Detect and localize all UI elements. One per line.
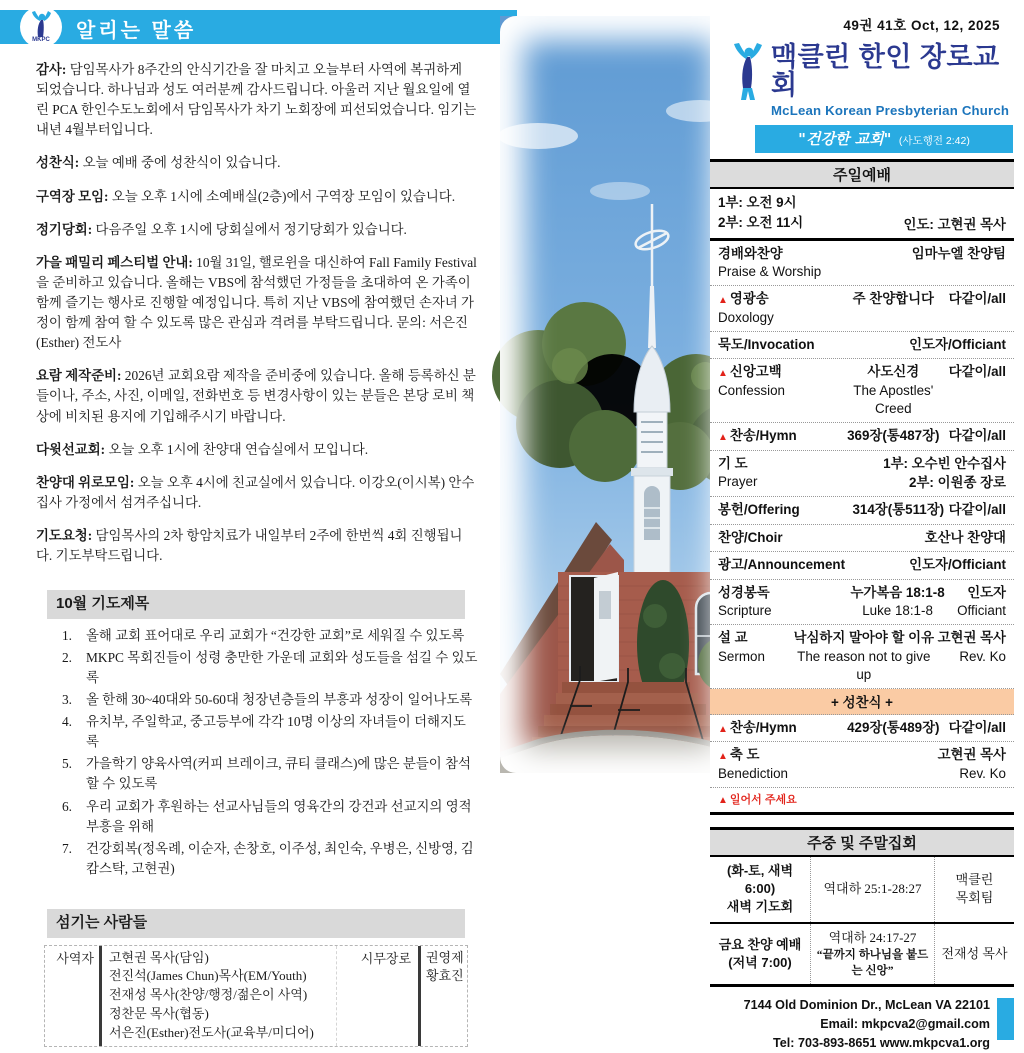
service-times [718, 193, 803, 233]
announcement-text: 2026년 교회요람 제작을 준비중에 있습니다. 올해 등록하신 분들이나, 주소, 사진, 이메일, 전화번호 등 변경사항이 있는 분들은 본당 로비 책상에 비치된 용지에 기입해주시기 바랍니다. [36, 368, 476, 424]
announcement [36, 526, 478, 566]
order-detail-en: The Apostles' Creed [853, 382, 934, 416]
stand-marker-icon: ▲ [718, 795, 728, 807]
announcement-label: 찬양대 위로모임: [36, 474, 135, 490]
stand-marker-icon: ▲ [718, 723, 728, 735]
order-person: 다같이/all [948, 364, 1006, 380]
order-person: 다같이/all [948, 502, 1006, 518]
prayer-item-number: 7. [61, 840, 72, 856]
announcement-text: 오늘 오후 4시에 친교실에서 있습니다. 이강오(이시복) 안수집사 가정에서 섬겨주십니다. [36, 474, 475, 510]
slogan-banner [755, 125, 1013, 153]
order-item: 찬송/Hymn [729, 719, 797, 735]
worship-table-title: 주일예배 [710, 159, 1014, 189]
prayer-item-text: 올 한해 30~40대와 50-60대 청장년층들의 부흥과 성장이 일어나도록 [86, 692, 473, 708]
minister: 전재성 목사(찬양/행정/젊은이 사역) [109, 987, 308, 1003]
order-item: 축 도 [729, 747, 760, 763]
stand-marker-icon: ▲ [718, 432, 728, 444]
prayer-item-text: 우리 교회가 후원하는 선교사님들의 영육간의 강건과 선교지의 영적 부흥을 위해 [86, 798, 472, 834]
prayer-list [52, 626, 478, 879]
worship-row [710, 241, 1014, 287]
worship-row [710, 715, 1014, 743]
prayer-item-number: 4. [61, 714, 72, 730]
address-block [710, 996, 1014, 1053]
order-item: 설 교 [718, 630, 748, 646]
worship-row [710, 552, 1014, 579]
meeting-leader: 맥클린 목회팀 [934, 857, 1014, 922]
order-item: 경배와찬양 [718, 245, 783, 261]
announcement [36, 253, 478, 354]
announcement [36, 60, 478, 140]
service-leader: 인도: 고현권 목사 [903, 216, 1006, 232]
raised-arms-person-icon [24, 10, 58, 44]
announcement-text: 담임목사가 8주간의 안식기간을 잘 마치고 오늘부터 사역에 복귀하게 되었습니다. 하나님과 성도 여러분께 감사드립니다. 아울러 지난 월요일에 열린 PCA 한인수도노회에서 담임목사가 차기 노회장에 피선되었습니다. 임기는 내년 4월부터입니다. [36, 62, 477, 138]
worship-row [710, 423, 1014, 451]
servants-role-elders: 시무장로 [336, 946, 418, 1046]
church-name-english: McLean Korean Presbyterian Church [771, 102, 1010, 118]
announcement-label: 정기당회: [36, 221, 93, 237]
stand-note-text: 일어서 주세요 [729, 794, 797, 807]
order-item: 묵도/Invocation [718, 337, 815, 353]
weekday-row [710, 924, 1014, 984]
prayer-item [52, 648, 478, 688]
order-detail: 369장(통487장) [847, 428, 940, 444]
announcement-label: 성찬식: [36, 155, 80, 171]
email-address: Email: mkpcva2@gmail.com [820, 1016, 990, 1031]
stand-marker-icon: ▲ [718, 368, 728, 380]
servants-role-ministers: 사역자 [56, 950, 94, 966]
blue-accent-square [997, 998, 1014, 1040]
website-url: www.mkpcva1.org [879, 1035, 990, 1050]
church-photo [500, 16, 737, 773]
order-item-en: Prayer [718, 474, 758, 490]
order-item: 영광송 [729, 291, 769, 307]
order-item: 기 도 [718, 455, 748, 471]
prayer-item-number: 1. [61, 627, 72, 643]
announcement-text: 오늘 오후 1시에 소예배실(2층)에서 구역장 모임이 있습니다. [108, 188, 456, 204]
order-person: 다같이/all [948, 428, 1006, 444]
worship-times-row [710, 189, 1014, 241]
order-person: 1부: 오수빈 안수집사 [883, 455, 1006, 471]
worship-row [710, 625, 1014, 689]
order-person: 호산나 찬양대 [924, 529, 1006, 545]
order-detail: 누가복음 18:1-8 [850, 584, 945, 600]
order-person-2: Rev. Ko [959, 648, 1006, 664]
meeting-scripture: 역대하 25:1-28:27 [810, 857, 934, 922]
meeting-name: 금요 찬양 예배 (저녁 7:00) [718, 936, 802, 970]
prayer-item [52, 712, 478, 752]
order-item-en: Confession [718, 382, 785, 398]
order-detail: 사도신경 [867, 364, 920, 380]
worship-row [710, 497, 1014, 524]
announcement [36, 366, 478, 426]
meeting-name: (화-토, 새벽 6:00) 새벽 기도회 [726, 863, 794, 915]
announcements-column [36, 60, 478, 1047]
order-detail: 429장(통489장) [847, 719, 940, 735]
phone-number: Tel: 703-893-8651 [772, 1035, 880, 1050]
prayer-item-text: 가을학기 양육사역(커피 브레이크, 큐티 클래스)에 많은 분들이 참석할 수 있도록 [86, 756, 471, 792]
prayer-item-number: 3. [61, 692, 72, 708]
prayer-item-number: 5. [61, 756, 72, 772]
mkpc-logo-icon [20, 6, 62, 48]
prayer-section-title: 10월 기도제목 [47, 590, 465, 619]
stand-marker-icon: ▲ [718, 751, 728, 763]
service-time-2: 2부: 오전 11시 [718, 214, 804, 230]
worship-row [710, 580, 1014, 626]
issue-date: 49권 41호 Oct, 12, 2025 [843, 18, 1000, 33]
announcement [36, 440, 478, 460]
announcement [36, 187, 478, 207]
church-illustration [500, 16, 737, 773]
minister: 전진석(James Chun)목사(EM/Youth) [109, 968, 307, 984]
church-logo-icon [726, 43, 768, 101]
announcement-label: 구역장 모임: [36, 188, 109, 204]
street-address: 7144 Old Dominion Dr., McLean VA 22101 [743, 997, 990, 1012]
announcement [36, 473, 478, 513]
elder: 황효진 [426, 968, 464, 984]
worship-row [710, 742, 1014, 788]
order-item: 신앙고백 [729, 364, 782, 380]
svg-text:MKPC: MKPC [32, 37, 50, 43]
order-detail-en: Luke 18:1-8 [862, 603, 933, 619]
prayer-item [52, 754, 478, 794]
prayer-item [52, 690, 478, 710]
weekday-row [710, 857, 1014, 924]
announcement-text: 다음주일 오후 1시에 당회실에서 정기당회가 있습니다. [92, 221, 407, 237]
church-header [726, 43, 1014, 118]
sunday-worship-table [710, 159, 1014, 815]
worship-row [710, 525, 1014, 552]
sermon-title: 낙심하지 말아야 할 이유 [793, 630, 935, 646]
order-person: 임마누엘 찬양팀 [911, 245, 1006, 261]
service-time-1: 1부: 오전 9시 [718, 194, 797, 210]
order-item-en: Sermon [718, 648, 765, 664]
meeting-scripture: 역대하 24:17-27 “끝까지 하나님을 붙드는 신앙” [810, 924, 934, 984]
minister: 서은진(Esther)전도사(교육부/미디어) [109, 1024, 314, 1040]
order-person: 인도자/Officiant [909, 337, 1006, 353]
order-person: 고현권 목사 [937, 747, 1006, 763]
elder: 권영제 [426, 949, 464, 965]
announcement-label: 요람 제작준비: [36, 368, 122, 384]
servants-table [44, 945, 468, 1047]
order-detail: 314장(통511장) [852, 502, 945, 518]
worship-row [710, 451, 1014, 498]
order-item-en: Scripture [718, 603, 772, 619]
order-person: 다같이/all [948, 291, 1006, 307]
stand-note [710, 788, 1014, 812]
announcement [36, 220, 478, 240]
prayer-item-number: 6. [61, 798, 72, 814]
prayer-section [36, 590, 478, 879]
prayer-item-text: MKPC 목회진들이 성령 충만한 가운데 교회와 성도들을 섬길 수 있도록 [86, 649, 478, 685]
announcement-text: 10월 31일, 핼로윈을 대신하여 Fall Family Festival을 준비하고 있습니다. 올해는 VBS에 참석했던 가정들을 초대하여 온 가족이 함께 즐기는 행사로 진행할 예정입니다. 특히 지난 VBS에 참여했던 손자녀 가정이 함께 참여 할 수 있도록 많은 관심과 격려를 부탁드립니다. 문의: 서은진(Esther) 전도사 [36, 254, 477, 351]
phone-and-website [744, 1034, 990, 1053]
worship-row [710, 332, 1014, 359]
prayer-item [52, 839, 478, 879]
announcement-text: 오늘 오후 1시에 찬양대 연습실에서 모입니다. [105, 441, 369, 457]
order-person-2: Rev. Ko [959, 765, 1006, 781]
prayer-item [52, 797, 478, 837]
ministers-list [102, 946, 336, 1046]
order-person-2: 2부: 이원종 장로 [909, 475, 1006, 491]
order-item: 찬송/Hymn [729, 428, 797, 444]
announcement [36, 153, 478, 173]
communion-band: + 성찬식 + [710, 689, 1014, 715]
minister: 정찬문 목사(협동) [109, 1006, 209, 1022]
announcements-title: 알리는 말씀 [76, 20, 197, 42]
prayer-item [52, 626, 478, 646]
order-item: 봉헌/Offering [718, 502, 800, 518]
announcements-banner [0, 10, 517, 44]
announcement-label: 가을 패밀리 페스티벌 안내: [36, 254, 193, 270]
order-detail: 주 찬양합니다 [852, 291, 934, 307]
weekday-table-title: 주중 및 주말집회 [710, 830, 1014, 857]
order-person-2: Officiant [957, 603, 1006, 619]
slogan-text: "건강한 교회" [798, 129, 892, 148]
stand-marker-icon: ▲ [718, 295, 728, 307]
elders-list [421, 946, 467, 1046]
address-text [744, 996, 990, 1053]
announcement-text: 오늘 예배 중에 성찬식이 있습니다. [79, 155, 281, 171]
worship-row [710, 359, 1014, 423]
order-person: 고현권 목사 [937, 630, 1006, 646]
slogan-reference: (사도행전 2:42) [898, 134, 970, 147]
order-person: 인도자/Officiant [909, 557, 1006, 573]
order-person: 다같이/all [948, 719, 1006, 735]
announcement-label: 기도요청: [36, 527, 93, 543]
worship-row [710, 286, 1014, 332]
announcement-label: 감사: [36, 62, 67, 77]
order-item-en: Praise & Worship [718, 264, 822, 280]
servants-section [36, 909, 478, 1047]
minister: 고현권 목사(담임) [109, 949, 209, 965]
order-person: 인도자 [967, 584, 1006, 600]
church-name-korean: 맥클린 한인 장로교회 [771, 42, 1000, 101]
order-item: 찬양/Choir [718, 529, 783, 545]
order-item: 광고/Announcement [718, 557, 846, 573]
weekday-meetings-table [710, 827, 1014, 987]
announcement-text: 담임목사의 2차 항암치료가 내일부터 2주에 한번씩 4회 진행됩니다. 기도부탁드립니다. [36, 527, 463, 564]
meeting-leader: 전재성 목사 [934, 924, 1014, 984]
sermon-title-en: The reason not to give up [797, 648, 931, 682]
announcement-label: 다윗선교회: [36, 441, 106, 457]
prayer-item-text: 건강회복(정옥례, 이순자, 손창호, 이주성, 최인숙, 우병은, 신방영, 김캄스탁, 고현권) [86, 840, 474, 876]
servants-section-title: 섬기는 사람들 [47, 909, 465, 938]
order-item-en: Doxology [718, 309, 774, 325]
worship-column [710, 14, 1014, 1053]
prayer-item-text: 올해 교회 표어대로 우리 교회가 “건강한 교회”로 세워질 수 있도록 [86, 627, 465, 643]
prayer-item-text: 유치부, 주일학교, 중고등부에 각각 10명 이상의 자녀들이 더해지도록 [86, 714, 466, 750]
order-item: 성경봉독 [718, 584, 770, 600]
church-titles [771, 43, 1014, 118]
prayer-item-number: 2. [61, 649, 72, 665]
order-item-en: Benediction [718, 765, 788, 781]
